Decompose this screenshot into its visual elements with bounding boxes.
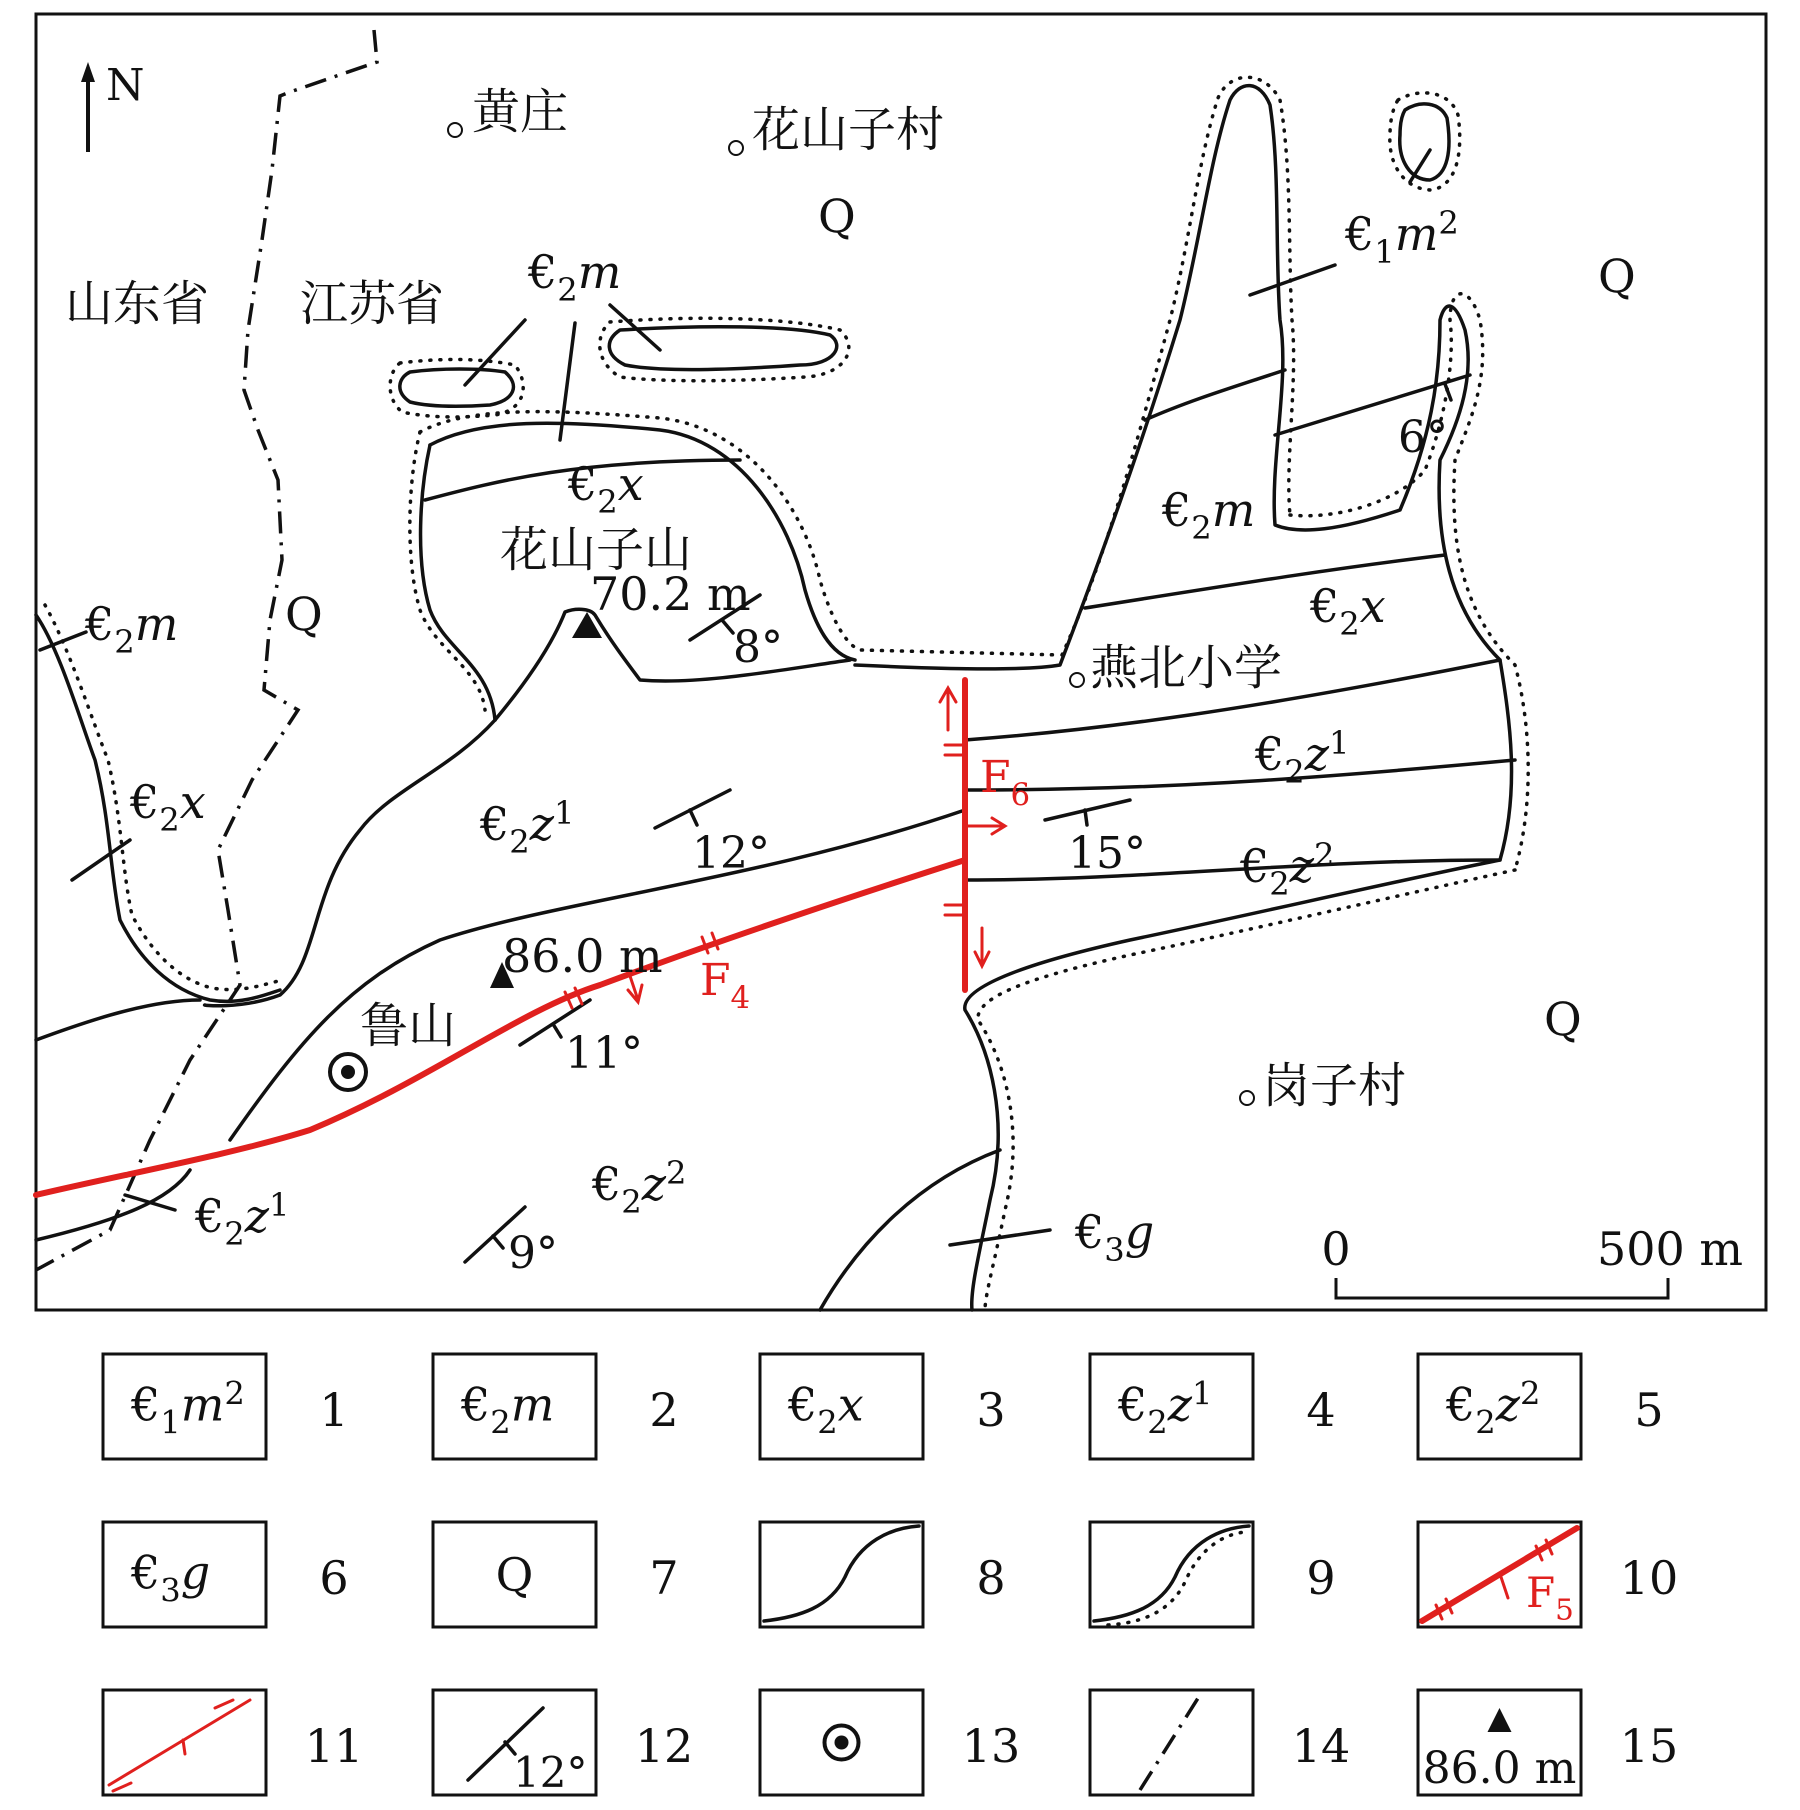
legend-number: 10 xyxy=(1619,1551,1679,1605)
dip-12-label: 12° xyxy=(692,828,770,879)
fault-f6-label: $F_6$ xyxy=(980,752,1031,814)
quaternary-label: Q xyxy=(1544,992,1582,1046)
legend-quaternary-label: Q xyxy=(495,1547,534,1602)
place-huashanzishan-label: 花山子山 xyxy=(500,522,693,578)
legend-unit-label: $€_2x$ xyxy=(788,1377,864,1442)
legend-number: 15 xyxy=(1619,1719,1679,1773)
legend-elevation-triangle xyxy=(1488,1708,1512,1732)
unit-e2z2-label: $€_2z^2$ xyxy=(592,1153,687,1221)
unit-e2z2-label: $€_2z^2$ xyxy=(1240,835,1335,903)
legend-unit-label: $€_2z^2$ xyxy=(1446,1374,1541,1442)
unit-e2m-label: $€_2m$ xyxy=(528,245,622,309)
legend-number: 4 xyxy=(1306,1383,1336,1437)
legend-dip-label: 12° xyxy=(513,1748,588,1797)
dip-8-label: 8° xyxy=(733,622,783,673)
legend-number: 2 xyxy=(649,1383,679,1437)
legend-number: 11 xyxy=(304,1719,364,1773)
unit-e2m-label: $€_2m$ xyxy=(1162,483,1256,547)
legend-number: 14 xyxy=(1291,1719,1351,1773)
unit-e2x-label: $€_2x$ xyxy=(130,775,206,839)
dip-9-label: 9° xyxy=(508,1228,558,1279)
dip-11-label: 11° xyxy=(565,1028,643,1079)
north-label: N xyxy=(106,60,145,111)
legend-number: 8 xyxy=(976,1551,1006,1605)
legend-number: 7 xyxy=(649,1551,679,1605)
legend-fault-label: $F_5$ xyxy=(1526,1568,1574,1627)
legend-boundary-line xyxy=(1140,1695,1200,1790)
quaternary-label: Q xyxy=(285,587,323,641)
legend-number: 3 xyxy=(976,1383,1006,1437)
unit-e2m-label: $€_2m$ xyxy=(85,597,179,661)
legend-number: 6 xyxy=(319,1551,349,1605)
dip-15-label: 15° xyxy=(1068,828,1146,879)
legend-unit-label: $€_3g$ xyxy=(131,1545,211,1610)
legend xyxy=(103,1354,1678,1797)
unit-e3g-label: $€_3g$ xyxy=(1075,1205,1155,1269)
north-arrow xyxy=(81,60,145,152)
place-huangzhuang-label: 黄庄 xyxy=(472,84,569,140)
legend-unconformity-line xyxy=(1094,1526,1249,1621)
legend-number: 5 xyxy=(1634,1383,1664,1437)
province-jiangsu-label: 江苏省 xyxy=(300,276,445,332)
legend-box xyxy=(1090,1522,1253,1627)
unit-e2z1-label: $€_2z^1$ xyxy=(195,1185,290,1253)
legend-dotted-line xyxy=(1108,1532,1245,1625)
legend-box xyxy=(760,1522,923,1627)
legend-unit-label: $€_2z^1$ xyxy=(1118,1374,1213,1442)
legend-number: 13 xyxy=(961,1719,1021,1773)
place-yanbei-school-label: 燕北小学 xyxy=(1090,640,1283,696)
place-huashanzicun-label: 花山子村 xyxy=(752,102,945,158)
legend-number: 1 xyxy=(319,1383,349,1437)
legend-elevation-label: 86.0 m xyxy=(1422,1743,1577,1794)
unit-e2x-label: $€_2x$ xyxy=(568,457,644,521)
province-shandong-label: 山东省 xyxy=(65,276,210,332)
legend-strike-slip-fault-line xyxy=(109,1700,250,1785)
legend-number: 12 xyxy=(634,1719,694,1773)
legend-unit-label: $€_2m$ xyxy=(461,1377,555,1442)
unit-e1m2-label: $€_1m^2$ xyxy=(1345,203,1459,271)
unit-e2z1-label: $€_2z^1$ xyxy=(1255,723,1350,791)
legend-contact-line xyxy=(764,1526,919,1621)
map-labels xyxy=(65,84,1636,1279)
legend-unit-label: $€_1m^2$ xyxy=(131,1374,245,1442)
quaternary-label: Q xyxy=(818,189,856,243)
place-gangzicun-label: 岗子村 xyxy=(1262,1058,1407,1114)
unit-e2x-label: $€_2x$ xyxy=(1310,579,1386,643)
scale-bar xyxy=(1321,1222,1743,1298)
scale-zero-label: 0 xyxy=(1321,1222,1351,1276)
map-frame xyxy=(36,14,1766,1310)
scale-end-label: 500 m xyxy=(1596,1222,1744,1276)
elevation-huashanzi-label: 70.2 m xyxy=(590,567,751,621)
dip-6-label: 6° xyxy=(1398,412,1448,463)
fault-f4-label: $F_4$ xyxy=(700,955,751,1017)
unit-e2z1-label: $€_2z^1$ xyxy=(480,793,575,861)
place-lushan-label: 鲁山 xyxy=(360,998,457,1054)
elevation-lushan-label: 86.0 m xyxy=(502,929,663,983)
quaternary-label: Q xyxy=(1598,249,1636,303)
legend-number: 9 xyxy=(1306,1551,1336,1605)
legend-point-center xyxy=(835,1736,849,1750)
